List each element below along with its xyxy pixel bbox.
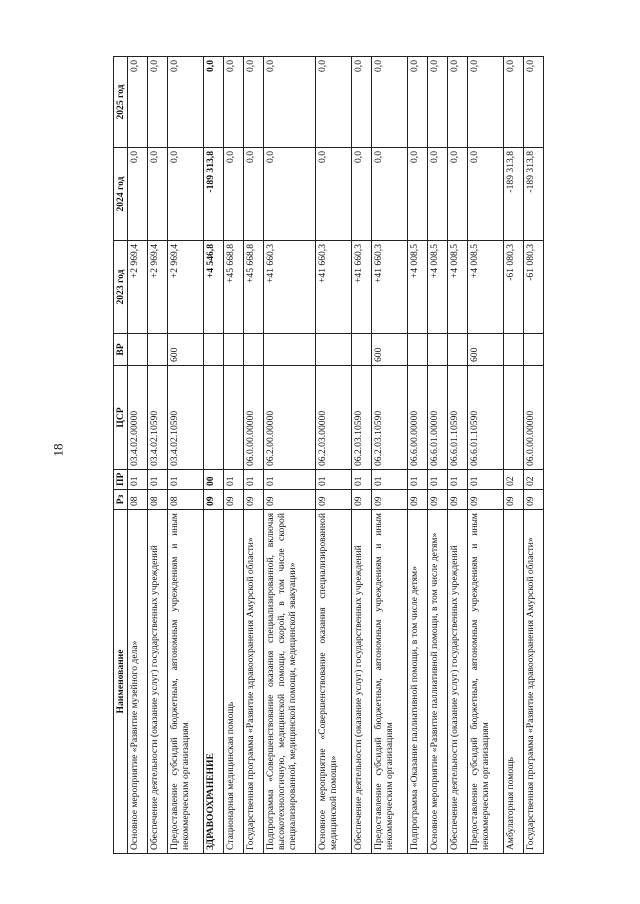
table-row xyxy=(407,57,427,854)
cell-y2025: 0,0 xyxy=(168,57,204,148)
cell-y2025: 0,0 xyxy=(315,57,351,148)
cell-pr: 02 xyxy=(523,470,543,490)
cell-y2024: 0,0 xyxy=(407,148,427,241)
cell-y2024: 0,0 xyxy=(447,148,467,241)
cell-rz: 09 xyxy=(315,490,351,510)
cell-y2023: +2 969,4 xyxy=(168,241,204,334)
cell-y2025: 0,0 xyxy=(224,57,244,148)
header-vr: ВР xyxy=(114,334,128,366)
cell-y2023: +4 546,8 xyxy=(204,241,224,334)
cell-name: Подпрограмма «Оказание паллиативной помощи, в том числе детям» xyxy=(407,510,427,854)
cell-rz: 09 xyxy=(351,490,371,510)
cell-vr xyxy=(204,334,224,366)
cell-vr xyxy=(264,334,316,366)
cell-vr xyxy=(503,334,523,366)
cell-y2023: +45 668,8 xyxy=(224,241,244,334)
cell-y2025: 0,0 xyxy=(407,57,427,148)
cell-vr xyxy=(523,334,543,366)
cell-name: Основное мероприятие «Развитие музейного дела» xyxy=(128,510,148,854)
cell-y2025: 0,0 xyxy=(523,57,543,148)
cell-pr: 01 xyxy=(264,470,316,490)
table-row xyxy=(523,57,543,854)
cell-rz: 09 xyxy=(244,490,264,510)
cell-y2023: +2 969,4 xyxy=(128,241,148,334)
cell-csr: 06.6.01.00000 xyxy=(427,366,447,470)
page-number: 18 xyxy=(50,443,66,457)
cell-vr xyxy=(128,334,148,366)
cell-y2025: 0,0 xyxy=(128,57,148,148)
cell-name: Обеспечение деятельности (оказание услуг) государственных учреждений xyxy=(351,510,371,854)
cell-y2025: 0,0 xyxy=(148,57,168,148)
cell-y2025: 0,0 xyxy=(244,57,264,148)
cell-y2024: 0,0 xyxy=(315,148,351,241)
cell-csr: 03.4.02.00000 xyxy=(128,366,148,470)
cell-y2024: -189 313,8 xyxy=(523,148,543,241)
cell-y2024: 0,0 xyxy=(128,148,148,241)
header-rz: Рз xyxy=(114,490,128,510)
table-row xyxy=(128,57,148,854)
cell-name: Основное мероприятие «Совершенствование оказания специализированной медицинской помощи» xyxy=(315,510,351,854)
cell-rz: 09 xyxy=(503,490,523,510)
cell-name: Стационарная медицинская помощь xyxy=(224,510,244,854)
cell-y2023: +4 008,5 xyxy=(467,241,503,334)
cell-y2023: -61 080,3 xyxy=(523,241,543,334)
cell-rz: 09 xyxy=(407,490,427,510)
cell-rz: 09 xyxy=(523,490,543,510)
cell-y2025: 0,0 xyxy=(351,57,371,148)
cell-y2023: +41 660,3 xyxy=(315,241,351,334)
cell-y2023: +4 008,5 xyxy=(447,241,467,334)
budget-table xyxy=(113,56,544,854)
cell-rz: 09 xyxy=(224,490,244,510)
table-header-row xyxy=(114,57,128,854)
cell-rz: 08 xyxy=(128,490,148,510)
header-pr: ПР xyxy=(114,470,128,490)
table-row xyxy=(467,57,503,854)
cell-csr: 06.2.03.10590 xyxy=(351,366,371,470)
cell-y2023: +41 660,3 xyxy=(264,241,316,334)
cell-y2024: 0,0 xyxy=(168,148,204,241)
header-2023: 2023 год xyxy=(114,241,128,334)
cell-y2024: 0,0 xyxy=(427,148,447,241)
cell-csr: 06.6.01.10590 xyxy=(447,366,467,470)
cell-pr: 01 xyxy=(467,470,503,490)
table-row xyxy=(371,57,407,854)
cell-rz: 09 xyxy=(371,490,407,510)
cell-vr: 600 xyxy=(467,334,503,366)
cell-pr: 01 xyxy=(244,470,264,490)
cell-y2024: 0,0 xyxy=(148,148,168,241)
table-row xyxy=(204,57,224,854)
cell-pr: 01 xyxy=(407,470,427,490)
cell-name: Предоставление субсидий бюджетным, автономным учреждениям и иным некоммерческим организациям xyxy=(168,510,204,854)
cell-csr: 06.2.00.00000 xyxy=(264,366,316,470)
header-2025: 2025 год xyxy=(114,57,128,148)
cell-name: Обеспечение деятельности (оказание услуг) государственных учреждений xyxy=(447,510,467,854)
table-row xyxy=(503,57,523,854)
cell-pr: 01 xyxy=(447,470,467,490)
cell-csr: 03.4.02.10590 xyxy=(168,366,204,470)
cell-y2024: 0,0 xyxy=(371,148,407,241)
cell-name: Подпрограмма «Совершенствование оказания специализированной, включая высокотехнологичную, медицинской помощи, скорой, в том числе скорой специализированной, медицинской помощи, медицинской эвакуации» xyxy=(264,510,316,854)
cell-rz: 08 xyxy=(148,490,168,510)
cell-y2025: 0,0 xyxy=(264,57,316,148)
table-row xyxy=(427,57,447,854)
cell-name: Предоставление субсидий бюджетным, автономным учреждениям и иным некоммерческим организациям xyxy=(467,510,503,854)
cell-y2025: 0,0 xyxy=(427,57,447,148)
cell-csr xyxy=(224,366,244,470)
cell-name: Обеспечение деятельности (оказание услуг) государственных учреждений xyxy=(148,510,168,854)
cell-y2023: +41 660,3 xyxy=(351,241,371,334)
cell-csr xyxy=(503,366,523,470)
cell-name: Амбулаторная помощь xyxy=(503,510,523,854)
cell-vr xyxy=(427,334,447,366)
cell-pr: 02 xyxy=(503,470,523,490)
cell-pr: 01 xyxy=(371,470,407,490)
cell-y2024: -189 313,8 xyxy=(503,148,523,241)
cell-csr: 06.0.00.00000 xyxy=(523,366,543,470)
cell-rz: 08 xyxy=(168,490,204,510)
cell-y2025: 0,0 xyxy=(204,57,224,148)
cell-rz: 09 xyxy=(467,490,503,510)
cell-name: Государственная программа «Развитие здравоохранения Амурской области» xyxy=(523,510,543,854)
header-csr: ЦСР xyxy=(114,366,128,470)
cell-pr: 01 xyxy=(351,470,371,490)
header-2024: 2024 год xyxy=(114,148,128,241)
cell-vr xyxy=(244,334,264,366)
cell-name: Предоставление субсидий бюджетным, автономным учреждениям и иным некоммерческим организациям xyxy=(371,510,407,854)
cell-y2023: +45 668,8 xyxy=(244,241,264,334)
cell-y2025: 0,0 xyxy=(467,57,503,148)
table-body xyxy=(128,57,544,854)
table-row xyxy=(224,57,244,854)
cell-pr: 01 xyxy=(128,470,148,490)
cell-y2024: -189 313,8 xyxy=(204,148,224,241)
cell-name: Основное мероприятие «Развитие паллиативной помощи, в том числе детям» xyxy=(427,510,447,854)
cell-y2023: +4 008,5 xyxy=(427,241,447,334)
cell-y2024: 0,0 xyxy=(264,148,316,241)
cell-name: ЗДРАВООХРАНЕНИЕ xyxy=(204,510,224,854)
cell-csr: 06.6.00.00000 xyxy=(407,366,427,470)
cell-csr: 06.2.03.00000 xyxy=(315,366,351,470)
cell-csr: 06.2.03.10590 xyxy=(371,366,407,470)
cell-vr xyxy=(351,334,371,366)
table-row xyxy=(148,57,168,854)
table-row xyxy=(315,57,351,854)
cell-rz: 09 xyxy=(447,490,467,510)
cell-y2025: 0,0 xyxy=(447,57,467,148)
cell-vr xyxy=(315,334,351,366)
cell-name: Государственная программа «Развитие здравоохранения Амурской области» xyxy=(244,510,264,854)
header-name: Наименование xyxy=(114,510,128,854)
table-row xyxy=(351,57,371,854)
cell-pr: 01 xyxy=(427,470,447,490)
table-row xyxy=(447,57,467,854)
table-row xyxy=(168,57,204,854)
cell-y2024: 0,0 xyxy=(224,148,244,241)
cell-csr: 06.0.00.00000 xyxy=(244,366,264,470)
cell-vr: 600 xyxy=(168,334,204,366)
cell-y2023: +41 660,3 xyxy=(371,241,407,334)
cell-y2023: +2 969,4 xyxy=(148,241,168,334)
cell-pr: 01 xyxy=(148,470,168,490)
rotated-table-container xyxy=(113,57,544,854)
cell-vr xyxy=(447,334,467,366)
table-row xyxy=(264,57,316,854)
cell-vr xyxy=(224,334,244,366)
table-row xyxy=(244,57,264,854)
cell-vr xyxy=(148,334,168,366)
cell-pr: 01 xyxy=(315,470,351,490)
cell-vr: 600 xyxy=(371,334,407,366)
cell-vr xyxy=(407,334,427,366)
cell-rz: 09 xyxy=(264,490,316,510)
cell-csr xyxy=(204,366,224,470)
cell-csr: 03.4.02.10590 xyxy=(148,366,168,470)
cell-y2025: 0,0 xyxy=(503,57,523,148)
cell-rz: 09 xyxy=(204,490,224,510)
cell-y2024: 0,0 xyxy=(244,148,264,241)
cell-y2023: +4 008,5 xyxy=(407,241,427,334)
cell-y2024: 0,0 xyxy=(467,148,503,241)
cell-pr: 01 xyxy=(224,470,244,490)
cell-rz: 09 xyxy=(427,490,447,510)
cell-y2025: 0,0 xyxy=(371,57,407,148)
cell-pr: 00 xyxy=(204,470,224,490)
cell-csr: 06.6.01.10590 xyxy=(467,366,503,470)
cell-y2024: 0,0 xyxy=(351,148,371,241)
cell-y2023: -61 080,3 xyxy=(503,241,523,334)
cell-pr: 01 xyxy=(168,470,204,490)
